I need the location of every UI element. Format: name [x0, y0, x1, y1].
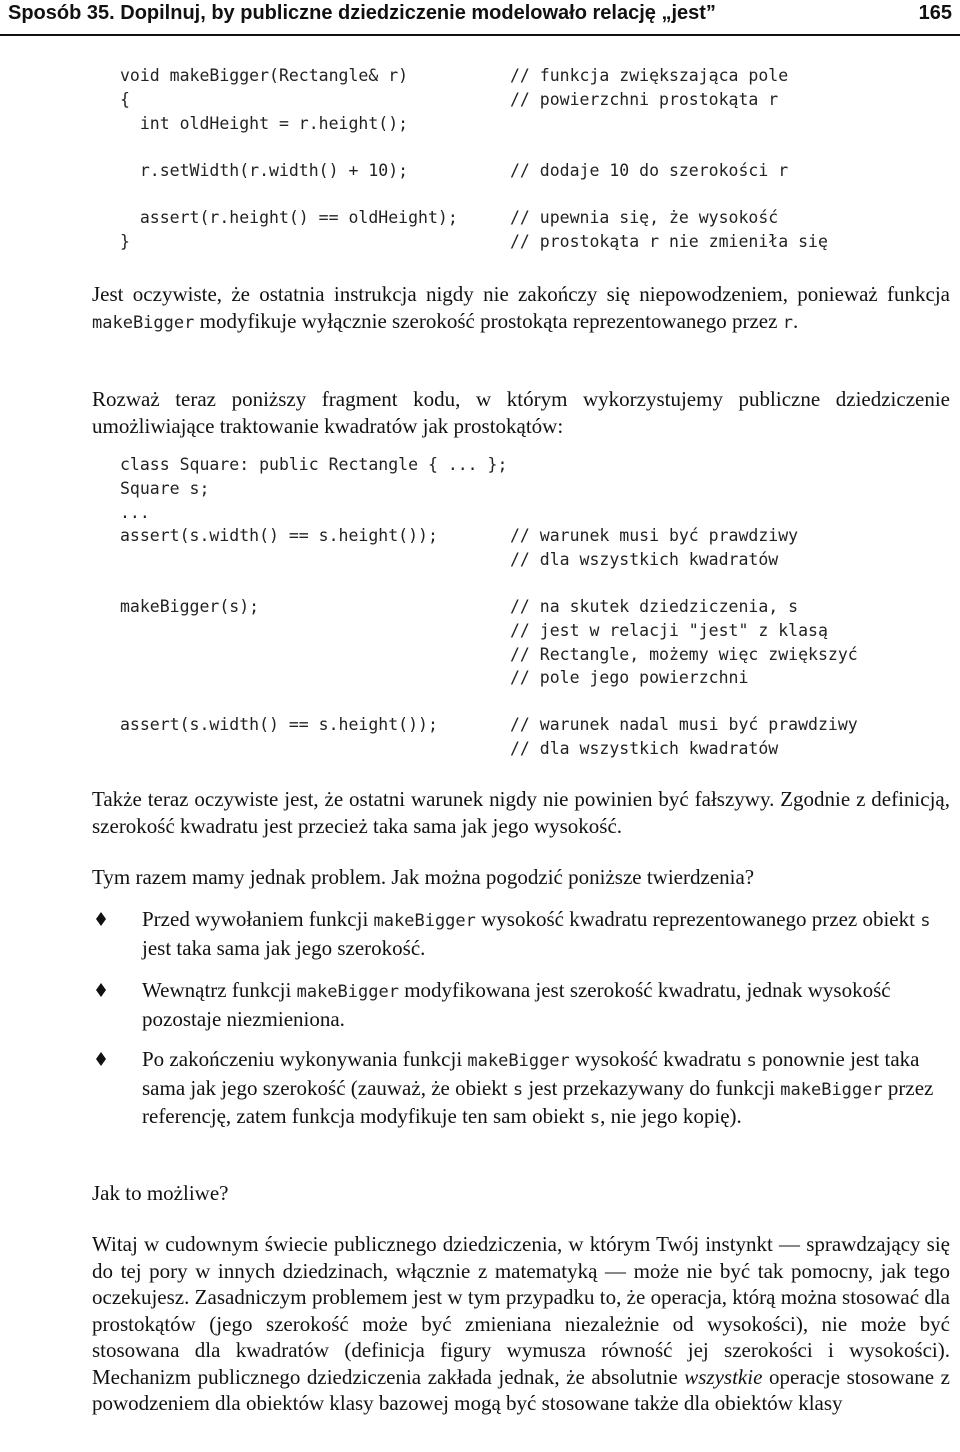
code-text: int oldHeight = r.height();: [120, 114, 409, 133]
paragraph-welcome: [92, 1231, 950, 1417]
paragraph-also-obvious: Także teraz oczywiste jest, że ostatni warunek nigdy nie powinien być fałszywy. Zgodnie z definicją, szerokość kwadratu jest przecież taka sama jak jego wysokość.: [92, 787, 950, 838]
code-text: r.setWidth(r.width() + 10);: [120, 161, 409, 180]
text: wysokość kwadratu reprezentowanego przez obiekt: [475, 907, 921, 931]
code-text: void makeBigger(Rectangle& r): [120, 66, 409, 85]
code-comment: // prostokąta r nie zmieniła się: [510, 232, 828, 251]
text: Wewnątrz funkcji: [142, 978, 297, 1002]
page-header: [0, 0, 960, 36]
code-comment: // jest w relacji "jest" z klasą: [510, 621, 828, 640]
inline-code: s: [746, 1051, 757, 1071]
inline-code: makeBigger: [467, 1051, 570, 1071]
code-comment: // dla wszystkich kwadratów: [510, 739, 779, 758]
code-comment: // funkcja zwiększająca pole: [510, 66, 789, 85]
code-text: }: [120, 232, 130, 251]
code-comment: // Rectangle, możemy więc zwiększyć: [510, 645, 858, 664]
inline-code: r: [782, 312, 793, 333]
text: , nie jego kopię).: [600, 1104, 742, 1128]
code-comment: // warunek musi być prawdziwy: [510, 526, 799, 545]
text: wysokość kwadratu: [569, 1047, 747, 1071]
text: jest taka sama jak jego szerokość.: [142, 935, 426, 960]
inline-code: makeBigger: [373, 911, 476, 931]
text: modyfikowana jest szerokość kwadratu, jednak wysokość pozostaje niezmieniona.: [142, 978, 891, 1031]
text: ponownie jest taka sama jak jego szerokość (zauważ, że obiekt: [142, 1047, 920, 1100]
chapter-title: Sposób 35. Dopilnuj, by publiczne dziedziczenie modelowało relację „jest”: [8, 2, 716, 24]
code-comment: // pole jego powierzchni: [510, 668, 749, 687]
bullet-icon: [96, 912, 106, 926]
text: Przed wywołaniem funkcji: [142, 907, 374, 931]
inline-code: makeBigger: [92, 312, 195, 333]
inline-code: s: [589, 1108, 601, 1128]
code-comment: // warunek nadal musi być prawdziwy: [510, 715, 858, 734]
text: Po zakończeniu wykonywania funkcji: [142, 1047, 468, 1071]
text: jest przekazywany do funkcji: [523, 1075, 781, 1100]
page-number: 165: [918, 2, 952, 24]
text: operacje stosowane z powodzeniem dla obiektów klasy bazowej mogą być stosowane także dla obiektów klasy: [92, 1364, 950, 1415]
code-comment: // dla wszystkich kwadratów: [510, 550, 779, 569]
bullet-text: [142, 977, 942, 1032]
code-text: makeBigger(s);: [120, 597, 260, 616]
text: przez referencję, zatem funkcja modyfikuje ten sam obiekt: [142, 1075, 934, 1128]
bullet-text: [142, 1046, 942, 1132]
text: modyfikuje wyłącznie szerokość prostokąta reprezentowanego przez: [194, 308, 783, 333]
paragraph-explanation: [92, 281, 950, 336]
text: .: [792, 308, 799, 333]
code-text: assert(s.width() == s.height());: [120, 526, 438, 545]
code-text: assert(r.height() == oldHeight);: [120, 208, 458, 227]
code-text: Square s;: [120, 479, 210, 498]
inline-code: s: [920, 911, 931, 931]
code-text: ...: [120, 503, 150, 522]
paragraph-consider: Rozważ teraz poniższy fragment kodu, w którym wykorzystujemy publiczne dziedziczenie umożliwiające traktowanie kwadratów jak prostokątów:: [92, 387, 950, 438]
text: Witaj w cudownym świecie publicznego dziedziczenia, w którym Twój instynkt — sprawdzający się do tej pory w innych dziedzinach, włącznie z matematyką — może nie być tak pomocny, jak tego oczekujesz. Zasadniczym problemem jest w tym przypadku to, że operacja, którą można stosować dla prostokątów (jego szerokość może być zmieniana niezależnie od wysokości), nie może być stosowana dla kwadratów (definicja figury wymusza równość jej szerokości i wysokości). Mechanizm publicznego dziedziczenia zakłada jednak, że absolutnie: [92, 1232, 950, 1389]
code-comment: // dodaje 10 do szerokości r: [510, 161, 789, 180]
emphasis-text: wszystkie: [684, 1364, 763, 1389]
code-text: assert(s.width() == s.height());: [120, 715, 438, 734]
code-text: {: [120, 90, 130, 109]
bullet-icon: [96, 983, 106, 997]
code-comment: // upewnia się, że wysokość: [510, 208, 779, 227]
text: Jest oczywiste, że ostatnia instrukcja nigdy nie zakończy się niepowodzeniem, ponieważ funkcja: [92, 282, 950, 306]
bullet-text: [142, 906, 942, 961]
inline-code: makeBigger: [780, 1079, 883, 1100]
paragraph-problem: Tym razem mamy jednak problem. Jak można pogodzić poniższe twierdzenia?: [92, 865, 755, 889]
code-text: class Square: public Rectangle { ... };: [120, 455, 508, 474]
code-comment: // na skutek dziedziczenia, s: [510, 597, 799, 616]
bullet-icon: [96, 1052, 106, 1066]
paragraph-question: Jak to możliwe?: [92, 1181, 229, 1205]
inline-code: s: [512, 1079, 524, 1100]
code-comment: // powierzchni prostokąta r: [510, 90, 779, 109]
inline-code: makeBigger: [296, 982, 399, 1002]
